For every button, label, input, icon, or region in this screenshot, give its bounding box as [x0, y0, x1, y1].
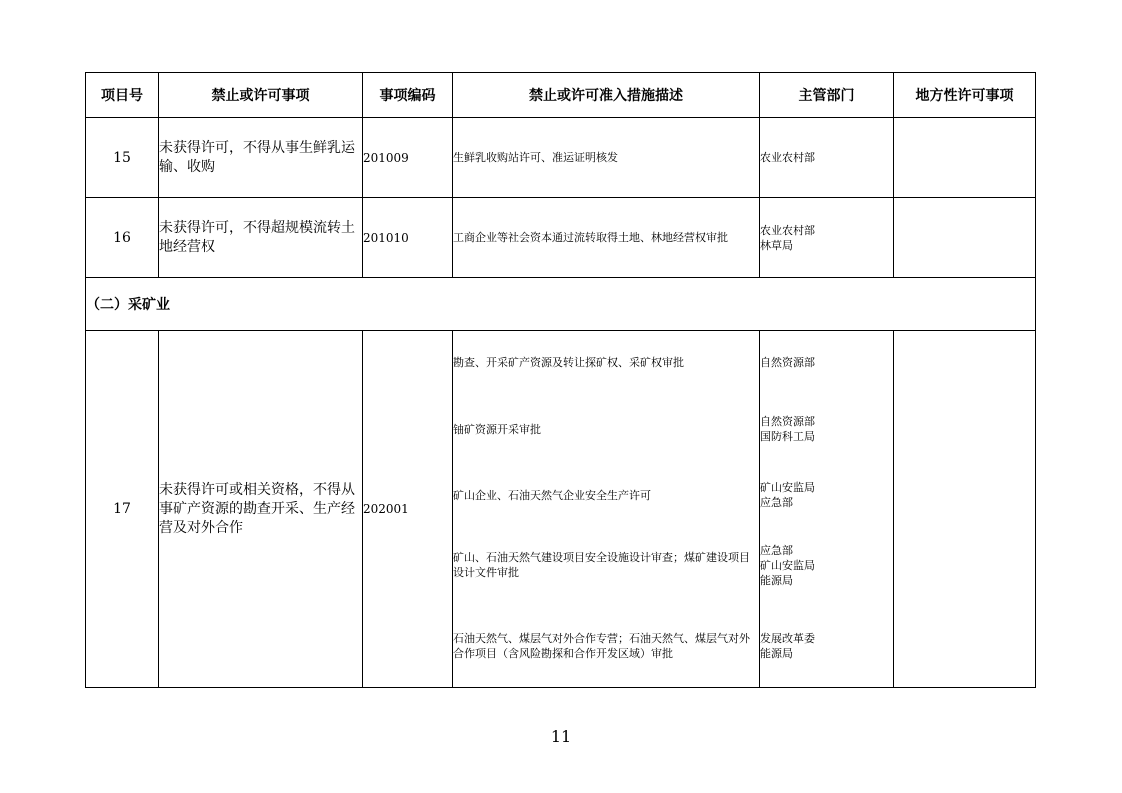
department-name: 林草局 — [760, 238, 793, 252]
measure-description: 石油天然气、煤层气对外合作专营；石油天然气、煤层气对外合作项目（含风险勘探和合作开发区域）审批 — [453, 632, 750, 660]
department-name: 能源局 — [760, 647, 793, 660]
row-department — [760, 198, 894, 278]
header-item: 禁止或许可事项 — [159, 73, 363, 118]
row-description-list — [453, 331, 760, 688]
measure-department — [760, 605, 893, 687]
row-item: 未获得许可或相关资格，不得从事矿产资源的勘查开采、生产经营及对外合作 — [159, 331, 363, 688]
department-name: 应急部 — [760, 496, 793, 509]
department-name: 农业农村部 — [760, 151, 815, 164]
department-name: 自然资源部 — [760, 355, 815, 369]
department-name: 应急部 — [760, 543, 793, 557]
department-name: 农业农村部 — [760, 223, 815, 237]
row-description: 工商企业等社会资本通过流转取得土地、林地经营权审批 — [453, 198, 760, 278]
row-code: 202001 — [363, 331, 453, 688]
row-code: 201009 — [363, 118, 453, 198]
row-local-permit — [894, 331, 1036, 688]
measure-description: 矿山企业、石油天然气企业安全生产许可 — [453, 488, 651, 502]
measure-description: 勘查、开采矿产资源及转让探矿权、采矿权审批 — [453, 355, 684, 369]
measure-description: 铀矿资源开采审批 — [453, 422, 541, 436]
header-code: 事项编码 — [363, 73, 453, 118]
department-name: 国防科工局 — [760, 430, 815, 443]
permit-table — [85, 72, 1036, 688]
row-item: 未获得许可，不得超规模流转土地经营权 — [159, 198, 363, 278]
row-id: 15 — [86, 118, 159, 198]
header-row — [86, 73, 1036, 118]
department-name: 能源局 — [760, 573, 793, 587]
table-row — [86, 331, 1036, 688]
row-item: 未获得许可，不得从事生鲜乳运输、收购 — [159, 118, 363, 198]
department-name: 发展改革委 — [760, 632, 815, 645]
header-description: 禁止或许可准入措施描述 — [453, 73, 760, 118]
section-heading: （二）采矿业 — [86, 278, 1036, 331]
measure-department — [760, 393, 893, 465]
row-department — [760, 118, 894, 198]
row-id: 16 — [86, 198, 159, 278]
row-description: 生鲜乳收购站许可、准运证明核发 — [453, 118, 760, 198]
table-row — [86, 118, 1036, 198]
department-name: 矿山安监局 — [760, 558, 815, 572]
row-id: 17 — [86, 331, 159, 688]
measure-description: 矿山、石油天然气建设项目安全设施设计审查；煤矿建设项目设计文件审批 — [453, 551, 750, 579]
page-number: 11 — [550, 727, 572, 746]
row-department-list — [760, 331, 894, 688]
row-local-permit — [894, 118, 1036, 198]
measure-department — [760, 331, 893, 393]
row-code: 201010 — [363, 198, 453, 278]
row-local-permit — [894, 198, 1036, 278]
header-department: 主管部门 — [760, 73, 894, 118]
header-local-permit: 地方性许可事项 — [894, 73, 1036, 118]
header-item-number: 项目号 — [86, 73, 159, 118]
measure-department — [760, 465, 893, 525]
department-name: 矿山安监局 — [760, 481, 815, 494]
table-row — [86, 198, 1036, 278]
department-name: 自然资源部 — [760, 415, 815, 428]
measure-department — [760, 525, 893, 605]
section-row — [86, 278, 1036, 331]
